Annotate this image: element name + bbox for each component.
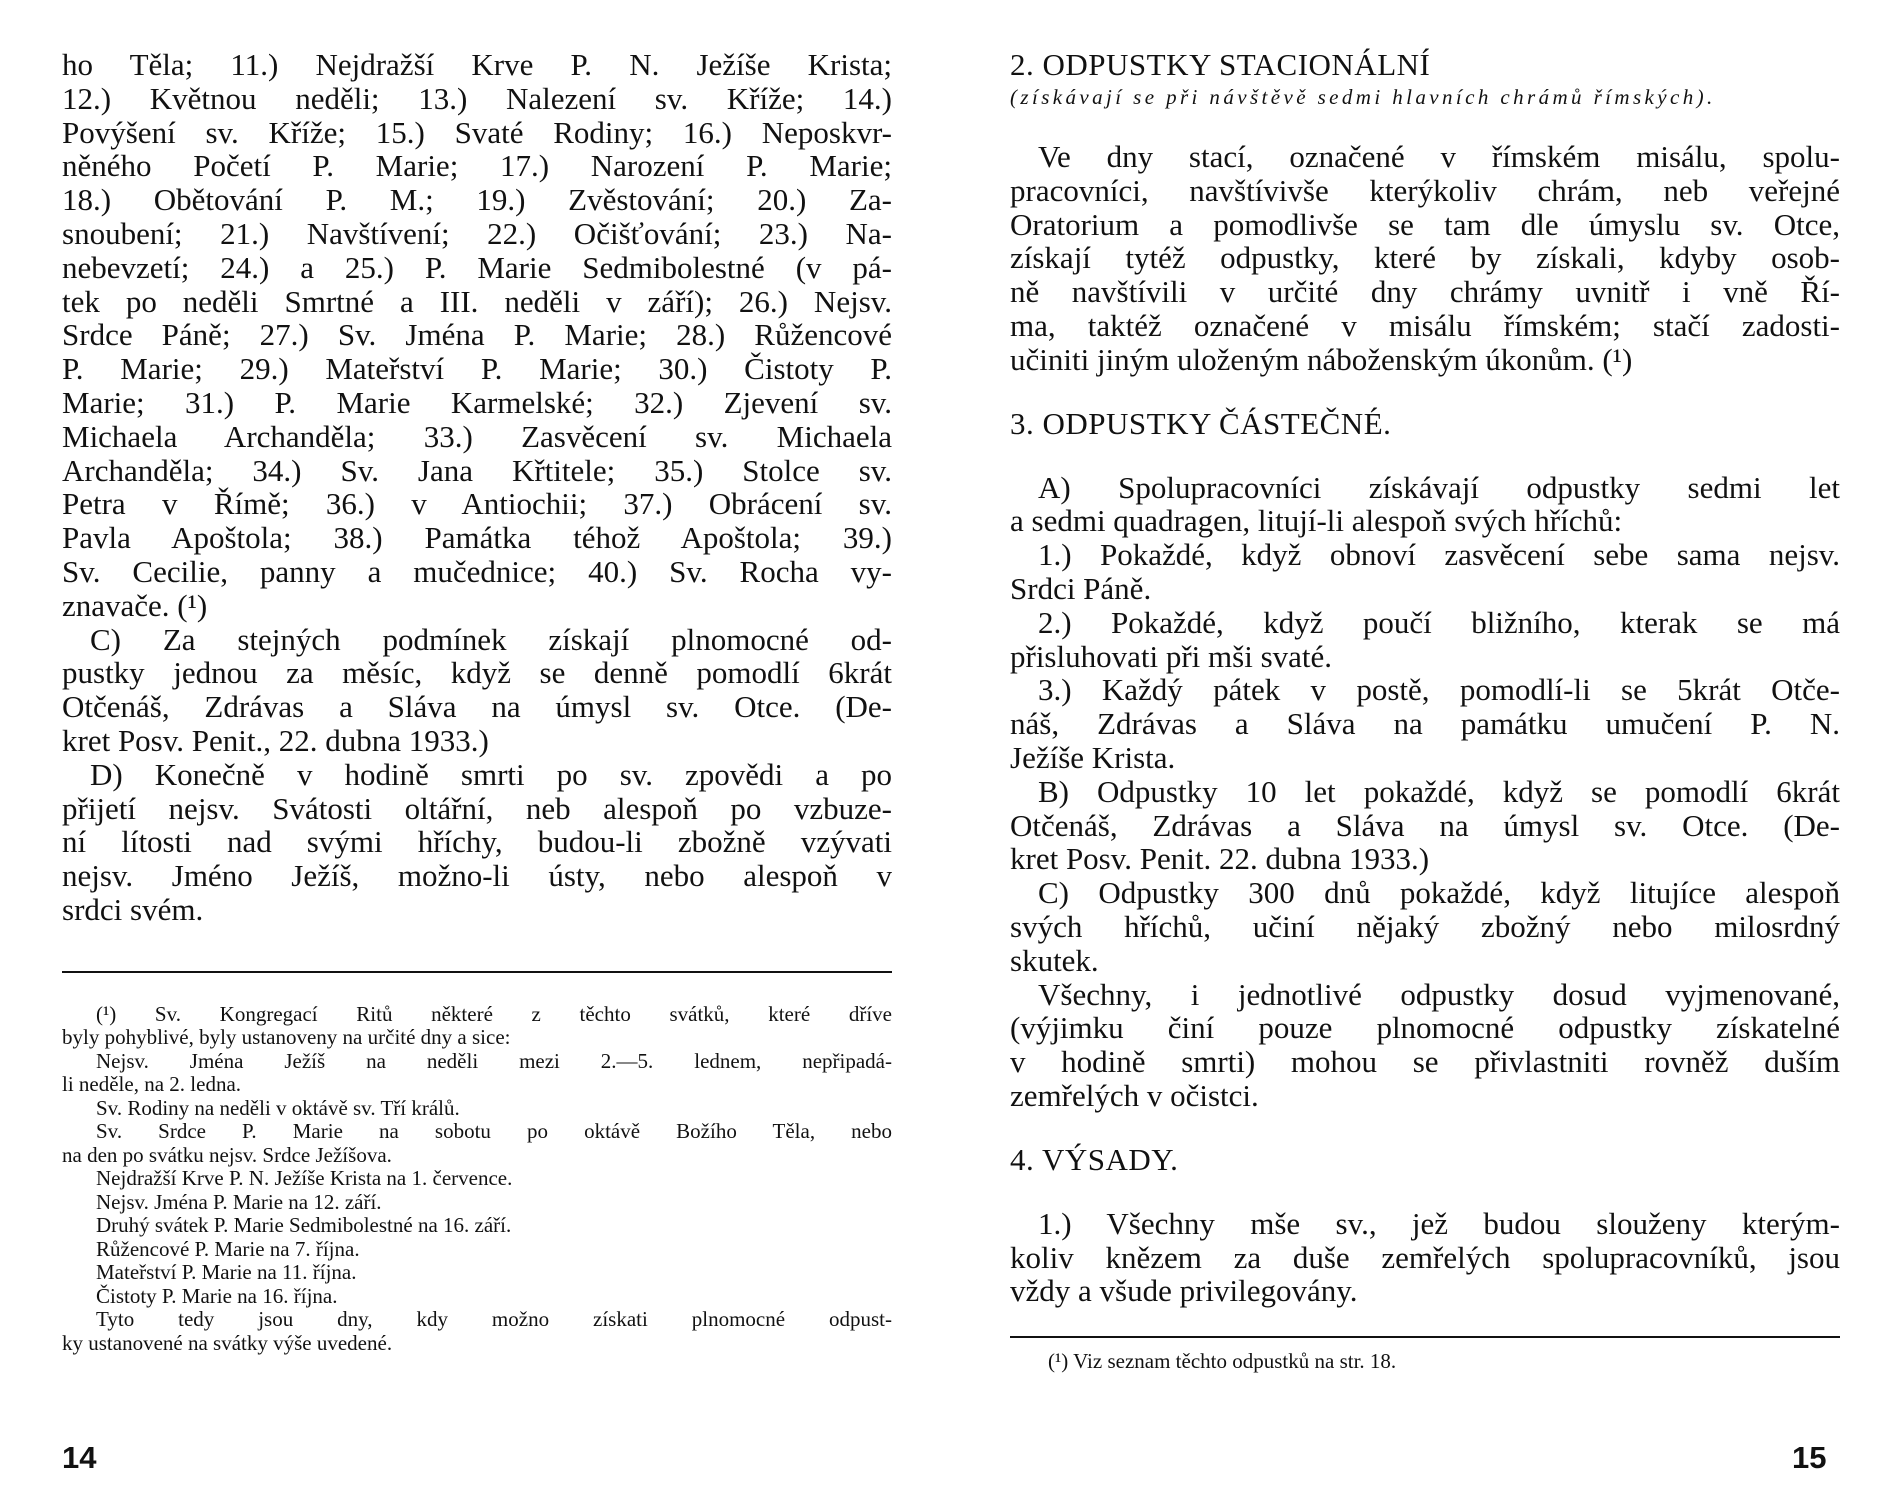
text-line: 1.) Pokaždé, když obnoví zasvěcení sebe sama nejsv. (1038, 537, 1840, 573)
text-line: přijetí nejsv. Svátosti oltářní, neb alespoň po vzbuze- (62, 790, 892, 826)
text-line: získají tytéž odpustky, které by získali, kdyby osob- (1010, 240, 1840, 276)
section-2-title: 2. ODPUSTKY STACIONÁLNÍ (1010, 47, 1431, 82)
footnote-line: byly pohyblivé, byly ustanoveny na určité dny a sice: (62, 1025, 511, 1050)
footnote-line: li neděle, na 2. ledna. (62, 1072, 242, 1097)
footnote-line: Mateřství P. Marie na 11. října. (96, 1260, 357, 1285)
text-line: koliv knězem za duše zemřelých spolupracovníků, jsou (1010, 1239, 1840, 1275)
footnote-line: Nejsv. Jména Ježíš na neděli mezi 2.—5. lednem, nepřipadá- (96, 1048, 892, 1073)
text-line: v hodině smrti) mohou se přivlastniti rovněž duším (1010, 1044, 1840, 1080)
section-4-title: 4. VÝSADY. (1010, 1141, 1179, 1177)
text-line: 3.) Každý pátek v postě, pomodlí-li se 5krát Otče- (1038, 672, 1840, 708)
text-line: Ježíše Krista. (1010, 739, 1176, 775)
right-footnote-rule (1010, 1336, 1840, 1338)
text-line: Oratorium a pomodlivše se tam dle úmyslu sv. Otce, (1010, 206, 1840, 242)
text-line: svých hříchů, učiní nějaký zbožný nebo milosrdný (1010, 908, 1840, 944)
text-line: skutek. (1010, 942, 1099, 978)
text-line: Petra v Římě; 36.) v Antiochii; 37.) Obrácení sv. (62, 486, 892, 522)
text-line: a sedmi quadragen, litují-li alespoň svých hříchů: (1010, 503, 1623, 539)
section-2-subtitle: (získávají se při návštěvě sedmi hlavních chrámů římských). (1010, 85, 1716, 109)
left-footnote-rule (62, 971, 892, 973)
footnote-line: Druhý svátek P. Marie Sedmibolestné na 16. září. (96, 1213, 512, 1238)
text-line: Povýšení sv. Kříže; 15.) Svaté Rodiny; 16.) Neposkvr- (62, 114, 892, 150)
text-line: něného Početí P. Marie; 17.) Narození P. Marie; (62, 148, 892, 184)
text-line: Všechny, i jednotlivé odpustky dosud vyjmenované, (1038, 976, 1840, 1012)
right-footnote-line: (¹) Viz seznam těchto odpustků na str. 18. (1048, 1349, 1397, 1374)
left-paragraph-c (62, 623, 892, 758)
text-line: 18.) Obětování P. M.; 19.) Zvěstování; 20.) Za- (62, 182, 892, 218)
text-line: ho Těla; 11.) Nejdražší Krve P. N. Ježíše Krista; (62, 47, 892, 82)
text-line: 2.) Pokaždé, když poučí bližního, kterak se má (1038, 604, 1840, 640)
text-line: A) Spolupracovníci získávají odpustky sedmi let (1038, 469, 1840, 505)
text-line: 12.) Květnou neděli; 13.) Nalezení sv. Kříže; 14.) (62, 80, 892, 116)
text-line: C) Odpustky 300 dnů pokaždé, když litujíce alespoň (1038, 875, 1840, 911)
footnote-line: Sv. Srdce P. Marie na sobotu po oktávě Božího Těla, nebo (96, 1119, 892, 1144)
footnote-line: Nejsv. Jména P. Marie na 12. září. (96, 1189, 382, 1214)
right-footnote (1010, 1350, 1840, 1374)
section-3-title: 3. ODPUSTKY ČÁSTEČNÉ. (1010, 405, 1392, 441)
text-line: B) Odpustky 10 let pokaždé, když se pomodlí 6krát (1038, 773, 1840, 809)
right-page-column (1010, 48, 1840, 1374)
footnote-line: ky ustanovené na svátky výše uvedené. (62, 1330, 393, 1355)
text-line: srdci svém. (62, 891, 204, 927)
text-line: ma, taktéž označené v misálu římském; stačí zadosti- (1010, 307, 1840, 343)
text-line: náš, Zdrávas a Sláva na památku umučení P. N. (1010, 706, 1840, 742)
text-line: Pavla Apoštola; 38.) Památka téhož Apoštola; 39.) (62, 520, 892, 556)
text-line: Marie; 31.) P. Marie Karmelské; 32.) Zjevení sv. (62, 384, 892, 420)
footnote-line: Sv. Rodiny na neděli v oktávě sv. Tří králů. (96, 1095, 460, 1120)
text-line: zemřelých v očistci. (1010, 1077, 1259, 1113)
text-line: snoubení; 21.) Navštívení; 22.) Očišťování; 23.) Na- (62, 215, 892, 251)
footnote-line: Čistoty P. Marie na 16. října. (96, 1283, 338, 1308)
footnote-line: Růžencové P. Marie na 7. října. (96, 1236, 360, 1261)
text-line: Srdce Páně; 27.) Sv. Jména P. Marie; 28.) Růžencové (62, 317, 892, 353)
page-number-right: 15 (1792, 1440, 1827, 1475)
text-line: znavače. (¹) (62, 587, 208, 623)
text-line: tek po neděli Smrtné a III. neděli v září); 26.) Nejsv. (62, 283, 892, 319)
page-number-left: 14 (62, 1440, 97, 1475)
text-line: nebevzetí; 24.) a 25.) P. Marie Sedmibolestné (v pá- (62, 249, 892, 285)
footnote-line: Nejdražší Krve P. N. Ježíše Krista na 1. července. (96, 1166, 513, 1191)
text-line: ní lítosti nad svými hříchy, budou-li zbožně vzývati (62, 824, 892, 860)
text-line: (výjimku činí pouze plnomocné odpustky získatelné (1010, 1010, 1840, 1046)
left-footnotes (62, 1003, 892, 1356)
section-4-body (1010, 1207, 1840, 1308)
text-line: Michaela Archanděla; 33.) Zasvěcení sv. Michaela (62, 418, 892, 454)
left-page-column (62, 48, 892, 1355)
footnote-line: Tyto tedy jsou dny, kdy možno získati plnomocné odpust- (96, 1307, 892, 1332)
text-line: kret Posv. Penit., 22. dubna 1933.) (62, 722, 489, 758)
text-line: ně navštívili v určité dny chrámy uvnitř i vně Ří- (1010, 274, 1840, 310)
text-line: učiniti jiným uloženým náboženským úkonům. (¹) (1010, 341, 1633, 377)
text-line: P. Marie; 29.) Mateřství P. Marie; 30.) Čistoty P. (62, 351, 892, 387)
text-line: přisluhovati při mši svaté. (1010, 638, 1333, 674)
text-line: vždy a všude privilegovány. (1010, 1273, 1358, 1309)
text-line: C) Za stejných podmínek získají plnomocné od- (90, 621, 892, 657)
text-line: Ve dny stací, označené v římském misálu, spolu- (1038, 139, 1840, 174)
section-3-body (1010, 471, 1840, 1113)
text-line: Srdci Páně. (1010, 570, 1152, 606)
section-2-body (1010, 140, 1840, 377)
text-line: pustky jednou za měsíc, když se denně pomodlí 6krát (62, 655, 892, 691)
text-line: pracovníci, navštívivše kterýkoliv chrám, neb veřejné (1010, 172, 1840, 208)
text-line: nejsv. Jméno Ježíš, možno-li ústy, nebo alespoň v (62, 858, 892, 894)
text-line: Archanděla; 34.) Sv. Jana Křtitele; 35.) Stolce sv. (62, 452, 892, 488)
text-line: Otčenáš, Zdrávas a Sláva na úmysl sv. Otce. (De- (62, 689, 892, 725)
text-line: kret Posv. Penit. 22. dubna 1933.) (1010, 841, 1430, 877)
text-line: 1.) Všechny mše sv., jež budou slouženy kterým- (1038, 1205, 1840, 1241)
left-paragraph-d (62, 758, 892, 927)
footnote-line: (¹) Sv. Kongregací Ritů některé z těchto svátků, které dříve (96, 1001, 892, 1026)
text-line: Sv. Cecilie, panny a mučednice; 40.) Sv. Rocha vy- (62, 553, 892, 589)
left-feast-list (62, 48, 892, 623)
footnote-line: na den po svátku nejsv. Srdce Ježíšova. (62, 1142, 392, 1167)
text-line: Otčenáš, Zdrávas a Sláva na úmysl sv. Otce. (De- (1010, 807, 1840, 843)
text-line: D) Konečně v hodině smrti po sv. zpovědi a po (90, 756, 892, 792)
